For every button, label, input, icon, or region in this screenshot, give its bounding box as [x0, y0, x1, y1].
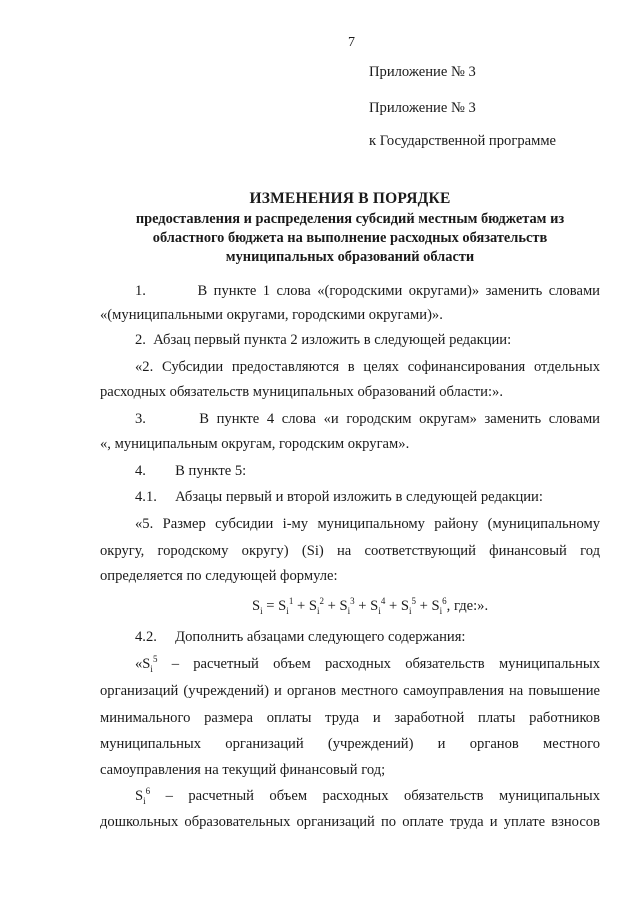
definition-line: муниципальных организаций (учреждений) и органов местного: [100, 736, 600, 752]
definition-line: дошкольных образовательных организаций по оплате труда и уплате взносов: [100, 814, 600, 830]
quote-line: «5. Размер субсидии i-му муниципальному району (муниципальному: [135, 516, 600, 532]
appendix-program: к Государственной программе: [369, 133, 557, 149]
quote-line: расходных обязательств муниципальных образований области:».: [100, 384, 503, 400]
item-4-1-line: 4.1. Абзацы первый и второй изложить в следующей редакции:: [135, 489, 543, 505]
subtitle-line: областного бюджета на выполнение расходных обязательств: [152, 230, 548, 246]
item-2-line: 2. Абзац первый пункта 2 изложить в следующей редакции:: [135, 332, 512, 348]
quote-line: «2. Субсидии предоставляются в целях софинансирования отдельных: [135, 359, 600, 375]
item-3-line: 3. В пункте 4 слова «и городским округам» заменить словами: [135, 411, 600, 427]
formula: $S_i = S_i^1 + S_i^2 + S_i^3 + S_i^4 + S_i^5 + S_i^6$, где:».: [252, 596, 489, 616]
subtitle-line: муниципальных образований области: [225, 249, 475, 265]
item-1-line: 1. В пункте 1 слова «(городскими округами)» заменить словами: [135, 283, 600, 299]
item-1-line: «(муниципальными округами, городскими округами)».: [100, 307, 443, 323]
appendix-label-repeat: Приложение № 3: [369, 100, 476, 116]
definition-line: «$S_i^5$ – расчетный объем расходных обязательств муниципальных: [135, 654, 600, 674]
document-subtitle: [100, 210, 600, 267]
definition-line: самоуправления на текущий финансовый год;: [100, 762, 386, 778]
definition-line: $S_i^6$ – расчетный объем расходных обязательств муниципальных: [135, 786, 600, 806]
item-3-line: «, муниципальным округам, городским округам».: [100, 436, 410, 452]
definition-line: минимального размера оплаты труда и заработной платы работников: [100, 710, 600, 726]
appendix-label: Приложение № 3: [369, 64, 476, 80]
document-title: ИЗМЕНЕНИЯ В ПОРЯДКЕ: [249, 190, 451, 207]
subtitle-line: предоставления и распределения субсидий местным бюджетам из: [135, 211, 565, 227]
definition-line: организаций (учреждений) и органов местного самоуправления на повышение: [100, 683, 600, 699]
quote-line: округу, городскому округу) (Si) на соответствующий финансовый год: [100, 543, 600, 559]
item-4-line: 4. В пункте 5:: [135, 463, 247, 479]
quote-line: определяется по следующей формуле:: [100, 568, 338, 584]
page-number: 7: [348, 35, 355, 50]
item-4-2-line: 4.2. Дополнить абзацами следующего содержания:: [135, 629, 466, 645]
